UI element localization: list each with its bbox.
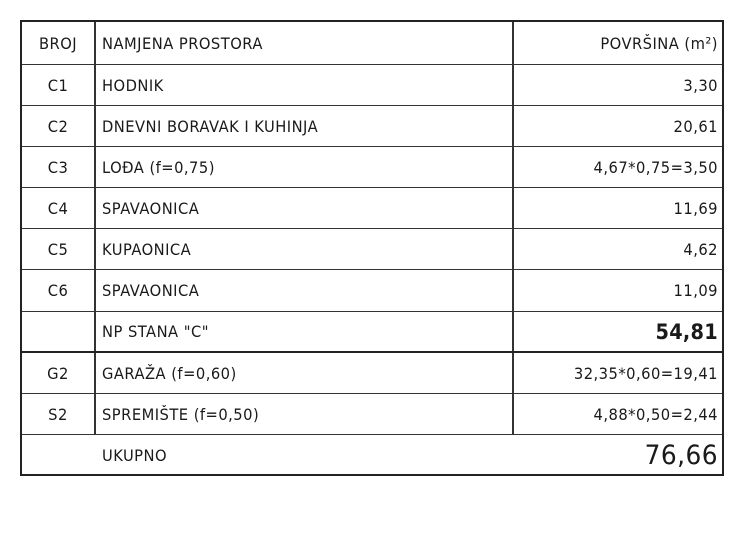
column-divider [94, 270, 96, 311]
column-divider [94, 147, 96, 187]
header-name: NAMJENA PROSTORA [102, 33, 263, 53]
column-divider [512, 22, 514, 64]
column-divider [94, 229, 96, 269]
room-area: 3,30 [683, 75, 718, 95]
room-name: SPAVAONICA [102, 281, 200, 300]
subtotal-label: NP STANA "C" [102, 322, 209, 341]
room-area: 4,62 [683, 239, 718, 259]
room-number: C3 [47, 157, 69, 177]
room-number: C4 [47, 198, 69, 218]
room-number: C1 [47, 75, 69, 95]
column-divider [94, 312, 96, 351]
room-number: S2 [48, 404, 68, 424]
subtotal-row [22, 312, 722, 353]
column-divider [512, 270, 514, 311]
table-row [22, 394, 722, 435]
room-name: LOĐA (f=0,75) [102, 157, 215, 177]
table-header-row [22, 22, 722, 65]
total-label: UKUPNO [102, 446, 168, 465]
room-area: 11,09 [673, 281, 718, 300]
table-row [22, 65, 722, 106]
header-area: POVRŠINA (m²) [600, 33, 718, 53]
column-divider [94, 188, 96, 228]
column-divider [512, 312, 514, 351]
table-row [22, 147, 722, 188]
room-area: 11,69 [673, 198, 718, 218]
room-name: KUPAONICA [102, 239, 192, 259]
column-divider [512, 229, 514, 269]
column-divider [512, 188, 514, 228]
column-divider [512, 353, 514, 393]
column-divider [94, 65, 96, 105]
room-area: 32,35*0,60=19,41 [573, 363, 718, 383]
room-number: G2 [47, 363, 69, 383]
area-table [20, 20, 724, 476]
table-row [22, 270, 722, 312]
column-divider [512, 147, 514, 187]
room-name: GARAŽA (f=0,60) [102, 363, 237, 383]
room-name: SPAVAONICA [102, 198, 200, 218]
room-area: 4,67*0,75=3,50 [593, 157, 718, 177]
total-area: 76,66 [644, 440, 718, 471]
room-number: C6 [47, 281, 69, 300]
room-number: C2 [47, 116, 69, 136]
table-row [22, 188, 722, 229]
table-row [22, 106, 722, 147]
total-row [22, 435, 722, 476]
room-area: 4,88*0,50=2,44 [593, 404, 718, 424]
room-area: 20,61 [673, 116, 718, 136]
column-divider [94, 106, 96, 146]
subtotal-area: 54,81 [655, 319, 718, 344]
table-row [22, 229, 722, 270]
column-divider [94, 353, 96, 393]
room-number: C5 [47, 239, 69, 259]
column-divider [94, 22, 96, 64]
column-divider [512, 106, 514, 146]
room-name: SPREMIŠTE (f=0,50) [102, 404, 260, 424]
table-row [22, 353, 722, 394]
header-number: BROJ [38, 33, 78, 53]
column-divider [512, 394, 514, 434]
room-name: HODNIK [102, 75, 164, 95]
room-name: DNEVNI BORAVAK I KUHINJA [102, 116, 319, 136]
column-divider [94, 394, 96, 434]
column-divider [512, 65, 514, 105]
